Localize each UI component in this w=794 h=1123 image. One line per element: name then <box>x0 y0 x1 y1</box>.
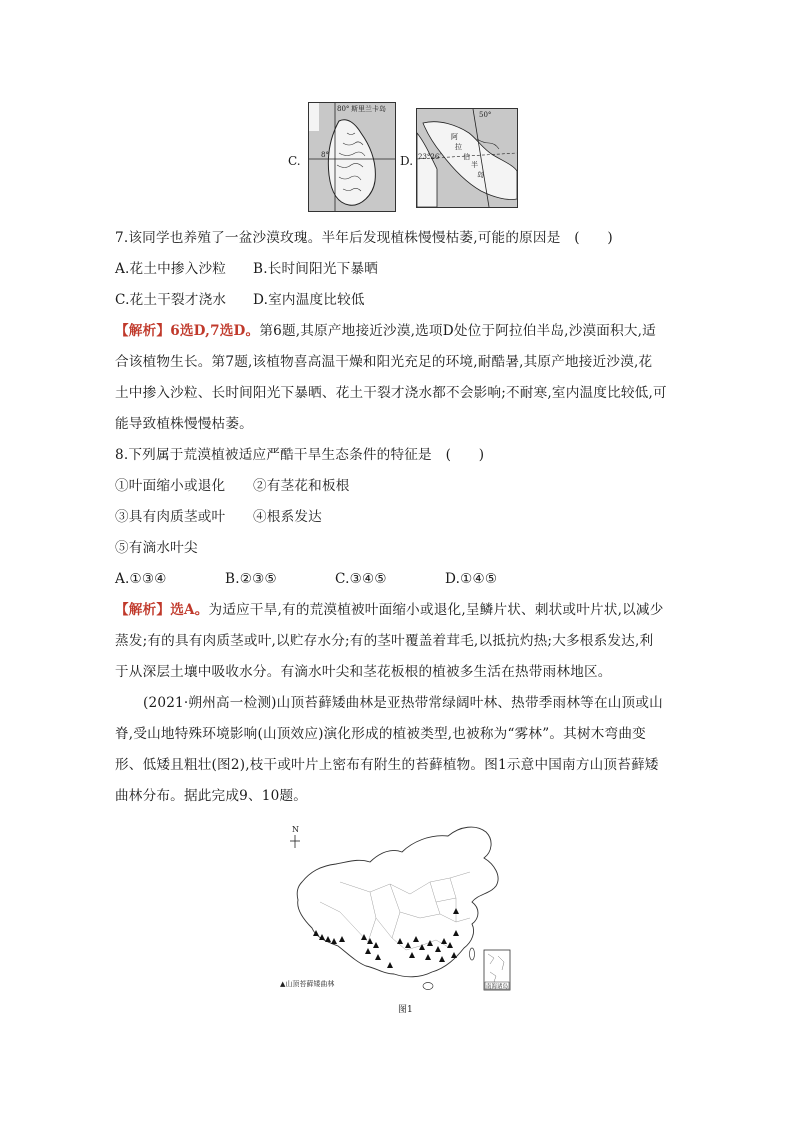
q7-option-c: C.花土干裂才浇水 <box>115 292 227 308</box>
q8-stem: 8.下列属于荒漠植被适应严酷干旱生态条件的特征是 ( ) <box>115 447 485 463</box>
north-label: N <box>292 825 299 834</box>
map-d-name-char: 拉 <box>455 143 462 151</box>
china-map-drawing <box>280 822 530 1002</box>
map-d-drawing <box>417 109 517 207</box>
analysis-1-line-1 <box>115 321 656 341</box>
q8-items-row1 <box>115 476 350 496</box>
map-d-arabia <box>416 108 518 208</box>
passage-line-3: 形、低矮且粗壮(图2),枝干或叶片上密布有附生的苔藓植物。图1示意中国南方山顶苔藓矮 <box>115 757 659 773</box>
map-d-lat-label: 23°26′ <box>418 153 441 161</box>
map-c-name-label: 斯里兰卡岛 <box>351 105 386 113</box>
map-c-drawing <box>309 103 395 211</box>
analysis-text: 第6题,其原产地接近沙漠,选项D处位于阿拉伯半岛,沙漠面积大,适 <box>259 323 656 339</box>
q8-option-c: C.③④⑤ <box>335 571 387 587</box>
q8-option-b: B.②③⑤ <box>225 571 277 587</box>
q8-item-5: ⑤有滴水叶尖 <box>115 540 198 556</box>
q8-option-a: A.①③④ <box>115 571 167 587</box>
map-d-lon-label: 50° <box>479 111 492 119</box>
analysis-2-line-3: 于从深层土壤中吸收水分。有滴水叶尖和茎花板根的植被多生活在热带雨林地区。 <box>115 664 612 680</box>
q8-item-3: ③具有肉质茎或叶 <box>115 509 226 525</box>
top-maps <box>286 102 546 214</box>
map-c-letter: C. <box>288 154 301 168</box>
map-c-lat-label: 8° <box>321 151 329 159</box>
passage-line-1: (2021·朔州高一检测)山顶苔藓矮曲林是亚热带常绿阔叶林、热带季雨林等在山顶或山 <box>143 695 663 711</box>
figure-caption: 图1 <box>398 1005 413 1015</box>
map-c-lon-label: 80° <box>337 105 350 113</box>
analysis-1-line-4: 能导致植株慢慢枯萎。 <box>115 416 253 432</box>
map-legend: ▲山顶苔藓矮曲林 <box>280 980 335 988</box>
analysis-answer: 6选D,7选D。 <box>170 323 260 339</box>
q7-options-row1 <box>115 259 378 279</box>
q8-item-4: ④根系发达 <box>253 509 322 525</box>
map-d-letter: D. <box>400 154 414 168</box>
q7-stem: 7.该同学也养殖了一盆沙漠玫瑰。半年后发现植株慢慢枯萎,可能的原因是 ( ) <box>115 230 613 246</box>
passage-line-4: 曲林分布。据此完成9、10题。 <box>115 788 308 804</box>
map-d-name-char: 伯 <box>463 153 470 161</box>
analysis-label: 【解析】 <box>115 602 171 618</box>
analysis-1-line-3: 土中掺入沙粒、长时间阳光下暴晒、花土干裂才浇水都不会影响;不耐寒,室内温度比较低,可 <box>115 385 667 401</box>
analysis-1-line-2: 合该植物生长。第7题,该植物喜高温干燥和阳光充足的环境,耐酷暑,其原产地接近沙漠,花 <box>115 354 653 370</box>
china-map-figure <box>280 822 530 1022</box>
map-d-name-char: 岛 <box>477 171 484 179</box>
map-d-name-char: 阿 <box>451 133 458 141</box>
passage-line-2: 脊,受山地特殊环境影响(山顶效应)演化形成的植被类型,也被称为“雾林”。其树木弯曲变 <box>115 726 646 742</box>
inset-label: 南海诸岛 <box>486 984 509 990</box>
q7-option-b: B.长时间阳光下暴晒 <box>253 261 379 277</box>
q7-option-a: A.花土中掺入沙粒 <box>115 261 227 277</box>
map-d-name-char: 半 <box>471 161 478 169</box>
q7-option-d: D.室内温度比较低 <box>253 292 365 308</box>
q8-options <box>115 569 497 589</box>
q8-item-1: ①叶面缩小或退化 <box>115 478 226 494</box>
analysis-2-line-2: 蒸发;有的具有肉质茎或叶,以贮存水分;有的茎叶覆盖着茸毛,以抵抗灼热;大多根系发达,利 <box>115 633 654 649</box>
analysis-label: 【解析】 <box>115 323 171 339</box>
q7-options-row2 <box>115 290 365 310</box>
q8-items-row2 <box>115 507 322 527</box>
q8-item-2: ②有茎花和板根 <box>253 478 350 494</box>
q8-option-d: D.①④⑤ <box>445 571 498 587</box>
analysis-2-line-1 <box>115 600 664 620</box>
analysis-answer: 选A。 <box>170 602 209 618</box>
analysis-text: 为适应干旱,有的荒漠植被叶面缩小或退化,呈鳞片状、刺状或叶片状,以减少 <box>208 602 664 618</box>
map-c-sri-lanka <box>308 102 396 212</box>
